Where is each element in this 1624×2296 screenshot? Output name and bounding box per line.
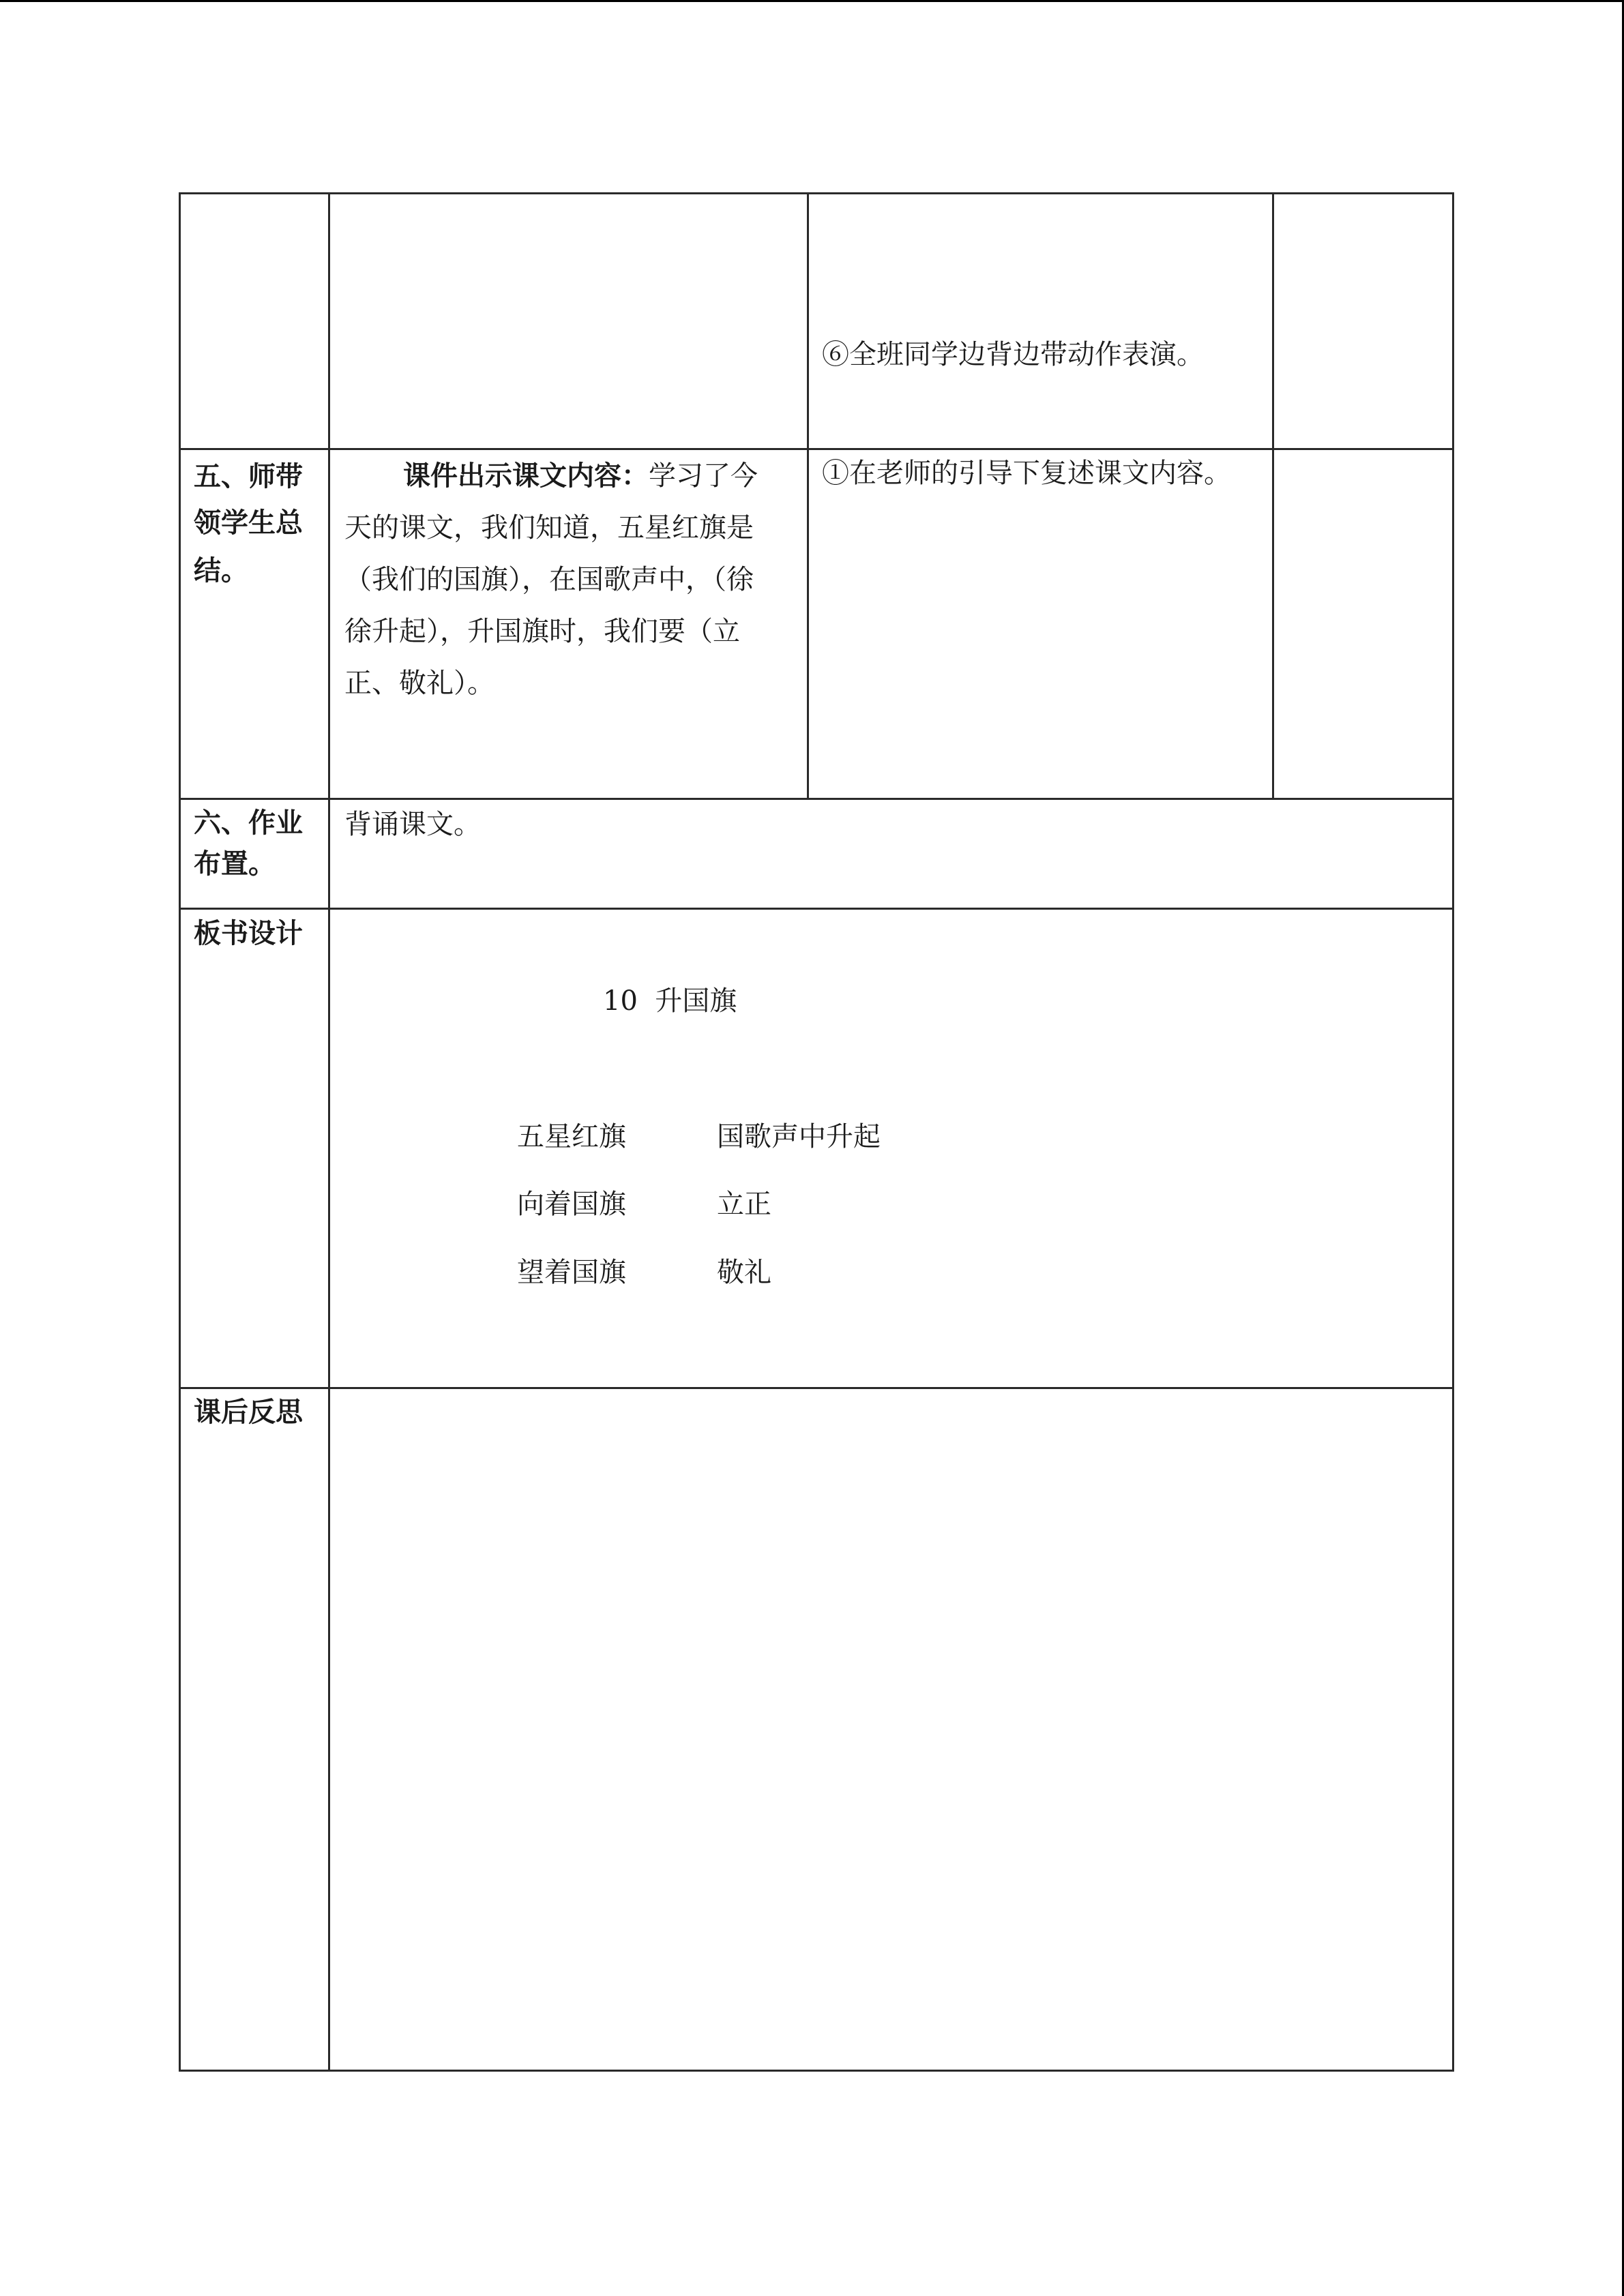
row-divider-1 (179, 448, 1454, 450)
teacher-summary-line-3: （我们的国旗），在国歌声中，（徐 (344, 564, 754, 595)
board-right-3: 敬礼 (717, 1257, 771, 1288)
board-left-3: 望着国旗 (517, 1257, 626, 1288)
board-design-label: 板书设计 (194, 917, 303, 949)
row-divider-4 (179, 1387, 1454, 1389)
page-top-border (0, 0, 1624, 2)
courseware-prefix: 课件出示课文内容： (403, 460, 649, 492)
teacher-summary-line-2: 天的课文，我们知道，五星红旗是 (344, 512, 754, 543)
table-border-right (1452, 192, 1454, 2072)
column-divider-2 (807, 192, 809, 800)
row-divider-3 (179, 908, 1454, 910)
teacher-summary-line-1 (403, 450, 758, 502)
table-border-top (179, 192, 1454, 194)
column-divider-3 (1272, 192, 1274, 800)
teacher-summary-line-4: 徐升起），升国旗时，我们要（立 (344, 616, 740, 647)
board-right-2: 立正 (717, 1189, 771, 1220)
homework-label-line-2: 布置。 (194, 848, 276, 880)
table-border-left (179, 192, 181, 2072)
summary-label-line-1: 五、师带 (194, 460, 303, 492)
teacher-summary-text-1: 学习了今 (649, 460, 758, 492)
board-left-1: 五星红旗 (517, 1121, 626, 1152)
board-right-1: 国歌声中升起 (717, 1121, 881, 1152)
teacher-summary-line-5: 正、敬礼）。 (344, 668, 494, 699)
homework-label-line-1: 六、作业 (194, 807, 303, 839)
table-border-bottom (179, 2070, 1454, 2072)
reflection-label: 课后反思 (194, 1396, 303, 1428)
homework-content: 背诵课文。 (344, 809, 481, 840)
summary-label-line-3: 结。 (194, 554, 248, 586)
column-divider-1 (328, 192, 330, 2072)
student-activity-retell: ①在老师的引导下复述课文内容。 (822, 458, 1231, 489)
board-left-2: 向着国旗 (517, 1189, 626, 1220)
student-activity-perform: ⑥全班同学边背边带动作表演。 (822, 339, 1204, 370)
board-title: 10 升国旗 (603, 985, 737, 1017)
summary-label-line-2: 领学生总 (194, 507, 303, 539)
